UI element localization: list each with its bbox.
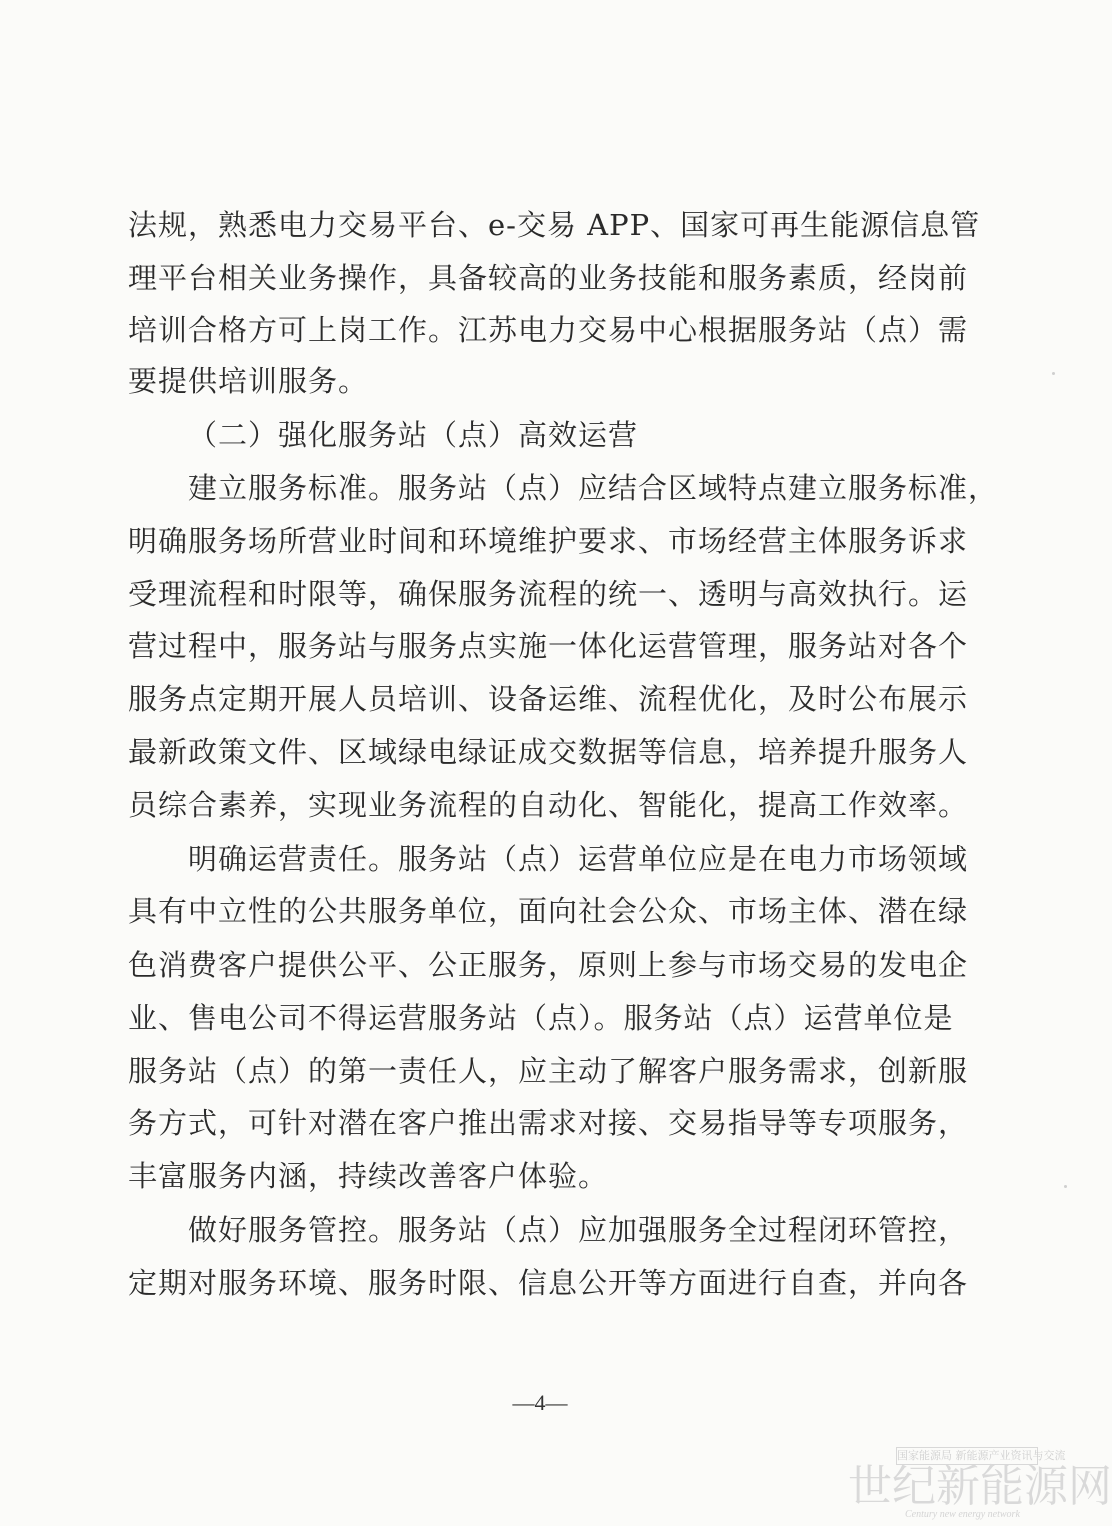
text-line: 定期对服务环境、服务时限、信息公开等方面进行自查，并向各 — [128, 1266, 969, 1300]
scan-speck — [1064, 1185, 1067, 1188]
text-line: 明确服务场所营业时间和环境维护要求、市场经营主体服务诉求 — [128, 524, 969, 558]
watermark-logo-text: 世纪新能源网 — [848, 1461, 1112, 1512]
watermark-subtitle: Century new energy network — [905, 1509, 1020, 1520]
scan-speck — [1052, 372, 1055, 375]
text-line: 明确运营责任。服务站（点）运营单位应是在电力市场领域 — [188, 842, 969, 876]
text-line: 务方式，可针对潜在客户推出需求对接、交易指导等专项服务， — [128, 1106, 969, 1140]
text-line: 服务点定期开展人员培训、设备运维、流程优化，及时公布展示 — [128, 682, 969, 716]
text-line: 丰富服务内涵，持续改善客户体验。 — [128, 1159, 609, 1193]
section-heading: （二）强化服务站（点）高效运营 — [188, 418, 639, 452]
text-line: 培训合格方可上岗工作。江苏电力交易中心根据服务站（点）需 — [128, 313, 969, 347]
text-line: 要提供培训服务。 — [128, 364, 369, 398]
text-line: 服务站（点）的第一责任人，应主动了解客户服务需求，创新服 — [128, 1054, 969, 1088]
text-line: 营过程中，服务站与服务点实施一体化运营管理，服务站对各个 — [128, 629, 969, 663]
text-line: 受理流程和时限等，确保服务流程的统一、透明与高效执行。运 — [128, 577, 969, 611]
text-line: 建立服务标准。服务站（点）应结合区域特点建立服务标准， — [188, 471, 999, 505]
watermark-caption: 国家能源局 新能源产业资讯与交流 — [896, 1447, 1038, 1465]
text-line: 做好服务管控。服务站（点）应加强服务全过程闭环管控， — [188, 1213, 969, 1247]
text-line: 法规，熟悉电力交易平台、e-交易 APP、国家可再生能源信息管 — [128, 208, 981, 242]
page-number: —4— — [512, 1390, 568, 1415]
text-line: 具有中立性的公共服务单位，面向社会公众、市场主体、潜在绿 — [128, 894, 969, 928]
text-line: 理平台相关业务操作，具备较高的业务技能和服务素质，经岗前 — [128, 261, 969, 295]
text-line: 业、售电公司不得运营服务站（点）。服务站（点）运营单位是 — [128, 1001, 954, 1035]
text-line: 员综合素养，实现业务流程的自动化、智能化，提高工作效率。 — [128, 788, 969, 822]
text-line: 最新政策文件、区域绿电绿证成交数据等信息，培养提升服务人 — [128, 735, 969, 769]
text-line: 色消费客户提供公平、公正服务，原则上参与市场交易的发电企 — [128, 948, 969, 982]
